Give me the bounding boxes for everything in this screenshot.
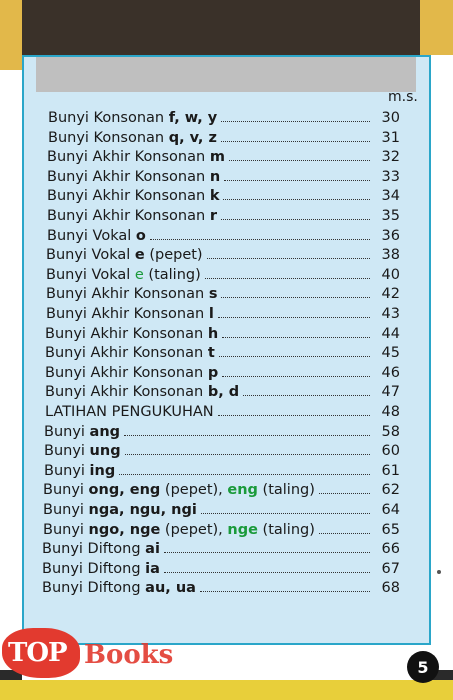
toc-entry-bold: l [208, 306, 214, 322]
toc-dot-leader [223, 199, 370, 200]
toc-entry-text-suffix2: (taling) [257, 521, 315, 538]
background-bottom-yellow [0, 680, 453, 700]
background-top-left-yellow [0, 0, 22, 70]
toc-entry-text: Bunyi [43, 502, 89, 518]
toc-dot-leader [164, 572, 370, 573]
toc-page-number: 46 [381, 364, 400, 381]
toc-entry-text: Bunyi [44, 462, 90, 479]
toc-page-number: 61 [381, 462, 400, 479]
toc-dot-leader [221, 297, 370, 298]
toc-entry-bold: k [209, 188, 220, 205]
toc-page-number: 66 [381, 541, 400, 558]
toc-dot-leader [205, 278, 370, 279]
toc-entry-green: e [134, 266, 144, 283]
page-number-badge: 5 [407, 651, 439, 683]
toc-page-number: 68 [381, 580, 400, 597]
toc-page-number: 60 [381, 443, 400, 460]
toc-dot-leader [243, 395, 370, 396]
toc-page-number: 42 [381, 286, 400, 303]
toc-entry-bold: p [207, 364, 219, 381]
toc-dot-leader [125, 454, 370, 455]
toc-entry-title [47, 208, 217, 224]
toc-entry-bold: o [135, 227, 146, 244]
toc-entry [45, 345, 400, 365]
toc-entry [46, 247, 400, 267]
toc-entry-title [42, 541, 160, 557]
toc-page-number: 38 [381, 247, 400, 264]
toc-dot-leader [124, 435, 370, 436]
toc-entry-text: Bunyi Akhir Konsonan [47, 208, 210, 224]
watermark-books-text: Books [84, 640, 174, 670]
toc-entry-text: Bunyi Diftong [42, 560, 146, 577]
toc-entry [44, 463, 400, 483]
toc-dot-leader [319, 533, 370, 534]
toc-entry [43, 482, 400, 502]
toc-entry-title [48, 130, 217, 146]
toc-page-number: 58 [381, 423, 400, 440]
toc-dot-leader [222, 337, 370, 338]
toc-entry [42, 580, 400, 600]
toc-entry-text: Bunyi [43, 521, 89, 538]
toc-dot-leader [207, 258, 370, 259]
toc-entry-text: Bunyi [44, 423, 90, 440]
toc-entry-bold: ang [89, 423, 121, 440]
watermark-top-text: TOP [8, 638, 67, 668]
toc-entry-green: eng [227, 482, 258, 499]
toc-entry-bold: ing [89, 462, 116, 479]
toc-dot-leader [218, 317, 370, 318]
toc-entry-text: Bunyi Akhir Konsonan [46, 286, 209, 303]
toc-entry-title [46, 286, 217, 302]
toc-entry [45, 404, 400, 424]
toc-entry [44, 443, 400, 463]
toc-entry [42, 541, 400, 561]
toc-entry-green: nge [227, 521, 258, 538]
toc-dot-leader [221, 219, 370, 220]
page-right-margin [431, 55, 453, 670]
toc-entry-text-suffix: (pepet), [160, 482, 228, 499]
toc-dot-leader [150, 239, 370, 240]
toc-entry-title [47, 228, 146, 244]
toc-entry-bold: ung [89, 443, 121, 460]
toc-entry [47, 188, 400, 208]
toc-entry-title [44, 443, 121, 459]
toc-entry-bold: ong, eng [88, 482, 161, 499]
toc-entry-title [47, 188, 219, 204]
toc-entry [45, 384, 400, 404]
toc-page-number: 67 [381, 560, 400, 577]
toc-entry [44, 424, 400, 444]
toc-page-number: 44 [381, 325, 400, 342]
toc-entry [46, 306, 400, 326]
toc-entry-text: Bunyi Akhir Konsonan [45, 384, 208, 401]
toc-entry-text: Bunyi Diftong [42, 580, 146, 597]
toc-entry-bold: ngo, nge [88, 521, 161, 538]
toc-entry-title [42, 580, 196, 596]
toc-entry-text: Bunyi Akhir Konsonan [45, 364, 208, 381]
toc-entry-title [48, 110, 217, 126]
toc-entry-bold: e [134, 247, 145, 264]
toc-entry [43, 522, 400, 542]
toc-entry-text: Bunyi Akhir Konsonan [47, 149, 210, 166]
toc-entry-text: Bunyi Vokal [47, 227, 136, 244]
toc-page-number: 64 [381, 502, 400, 518]
toc-entry-bold: r [209, 208, 217, 224]
toc-entry-text: Bunyi Konsonan [48, 110, 169, 126]
toc-entry-title [43, 502, 197, 518]
toc-entry-bold: au, ua [145, 580, 196, 597]
toc-entry-text: Bunyi Akhir Konsonan [45, 345, 208, 362]
toc-dot-leader [222, 376, 370, 377]
toc-entry [47, 169, 400, 189]
toc-entry [45, 326, 400, 346]
toc-entry-title [45, 384, 239, 400]
toc-page-number: 65 [381, 521, 400, 538]
contents-panel-header-band [36, 57, 416, 92]
toc-entry-title [47, 169, 220, 185]
toc-entry-text: Bunyi Akhir Konsonan [46, 306, 209, 322]
toc-entry-bold: n [209, 168, 221, 185]
toc-entry [45, 365, 400, 385]
toc-dot-leader [164, 552, 370, 553]
toc-page-number: 32 [381, 149, 400, 166]
toc-entry-title [46, 267, 201, 283]
toc-entry-title [45, 345, 215, 361]
page-column-label: m.s. [388, 89, 418, 105]
toc-entry [42, 561, 400, 581]
toc-entry [47, 208, 400, 228]
toc-entry-text-suffix: (pepet), [160, 521, 228, 538]
toc-entry-text: Bunyi Diftong [42, 541, 146, 558]
toc-entry-title [44, 463, 115, 479]
toc-entry-title [46, 306, 214, 322]
toc-entry-text: Bunyi Vokal [46, 247, 135, 264]
toc-entry [48, 130, 400, 150]
toc-entry-bold: nga, ngu, ngi [88, 502, 197, 518]
toc-dot-leader [200, 591, 370, 592]
toc-entry [48, 110, 400, 130]
toc-dot-leader [119, 474, 370, 475]
toc-entry-text: LATIHAN PENGUKUHAN [45, 404, 214, 420]
toc-entry [46, 267, 400, 287]
toc-entry-bold: q, v, z [168, 129, 217, 146]
toc-dot-leader [219, 356, 370, 357]
toc-entry-bold: s [208, 286, 218, 303]
toc-page-number: 35 [381, 208, 400, 224]
toc-entry-text: Bunyi [43, 482, 89, 499]
toc-dot-leader [201, 513, 370, 514]
toc-entry [47, 149, 400, 169]
toc-entry-title [44, 424, 120, 440]
toc-entry-bold: ia [145, 560, 160, 577]
toc-dot-leader [218, 415, 370, 416]
toc-entry-bold: b, d [207, 384, 240, 401]
toc-page-number: 36 [381, 227, 400, 244]
toc-page-number: 47 [381, 384, 400, 401]
toc-entry-text: Bunyi Vokal [46, 266, 135, 283]
toc-entry-text: Bunyi Akhir Konsonan [47, 168, 210, 185]
toc-entry [43, 502, 400, 522]
toc-entry-text: Bunyi Konsonan [48, 129, 169, 146]
toc-entry-bold: ai [145, 541, 160, 558]
toc-dot-leader [319, 493, 370, 494]
toc-entry-text: Bunyi Akhir Konsonan [47, 188, 210, 205]
toc-page-number: 62 [381, 482, 400, 499]
background-top-right-yellow [420, 0, 453, 60]
toc-entry-bold: h [207, 325, 219, 342]
toc-entry-title [43, 522, 315, 538]
toc-entry-title [42, 561, 160, 577]
toc-entry-title [47, 149, 225, 165]
toc-entry-title [45, 365, 218, 381]
toc-entry [46, 286, 400, 306]
margin-dot [437, 570, 441, 574]
toc-entry-text-suffix: (pepet) [144, 247, 203, 264]
toc-page-number: 40 [381, 266, 400, 283]
toc-dot-leader [221, 121, 370, 122]
toc-entry-text-suffix2: (taling) [257, 482, 315, 499]
toc-page-number: 31 [381, 129, 400, 146]
toc-page-number: 30 [381, 110, 400, 126]
toc-dot-leader [221, 141, 370, 142]
toc-entry-bold: f, w, y [168, 110, 218, 126]
toc-entry-title [45, 404, 214, 420]
toc-page-number: 48 [381, 404, 400, 420]
toc-entry-bold: t [207, 345, 215, 362]
toc-page-number: 34 [381, 188, 400, 205]
toc-entry-text-suffix2: (taling) [143, 266, 201, 283]
toc-page-number: 45 [381, 345, 400, 362]
toc-entry-title [46, 247, 203, 263]
toc-entry-bold: m [209, 149, 225, 166]
toc-entry-title [45, 326, 218, 342]
toc-entry-title [43, 482, 315, 498]
toc-entry-text: Bunyi [44, 443, 90, 460]
topbooks-watermark [0, 620, 174, 680]
toc-entry-text: Bunyi Akhir Konsonan [45, 325, 208, 342]
toc-dot-leader [224, 180, 370, 181]
toc-dot-leader [229, 160, 370, 161]
toc-page-number: 43 [381, 306, 400, 322]
toc-page-number: 33 [381, 168, 400, 185]
background-top-dark [0, 0, 453, 55]
toc-entry [47, 228, 400, 248]
